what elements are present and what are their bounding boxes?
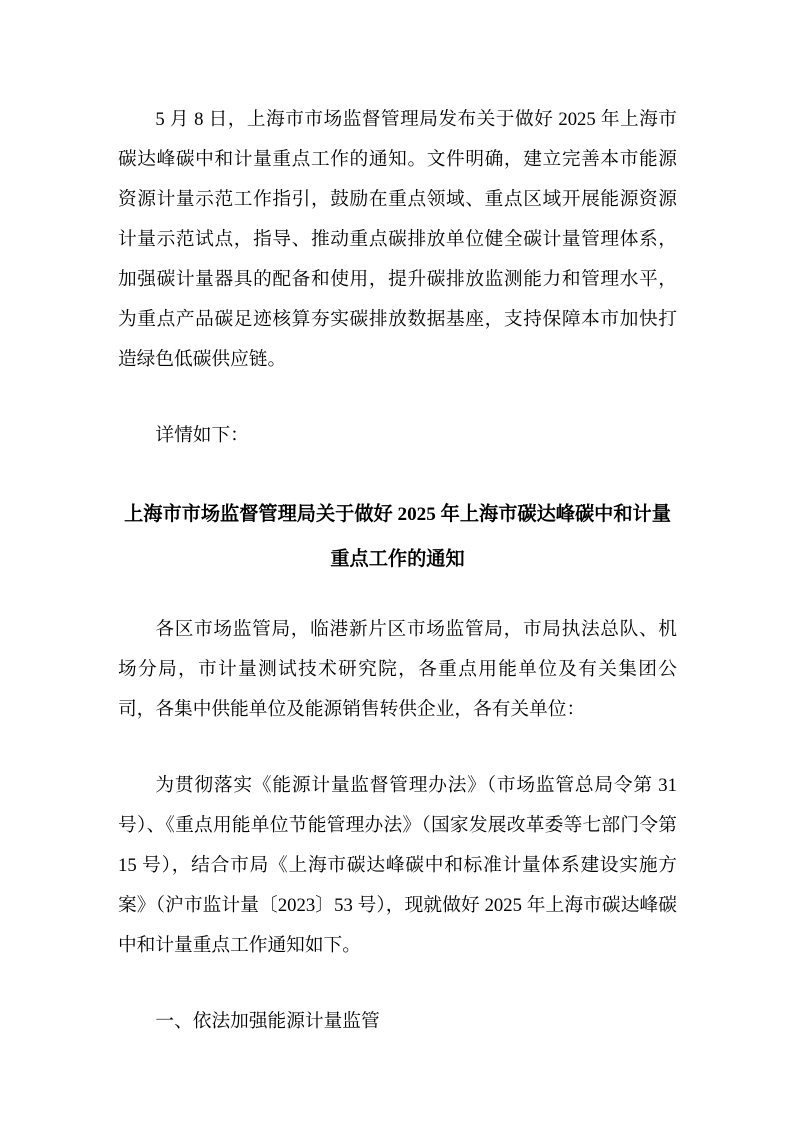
intro-paragraph: 5 月 8 日，上海市市场监督管理局发布关于做好 2025 年上海市碳达峰碳中和计量重点工作的通知。文件明确，建立完善本市能源资源计量示范工作指引，鼓励在重点领域、重点区域开展能源资源计量示范试点，指导、推动重点碳排放单位健全碳计量管理体系，加强碳计量器具的配备和使用，提升碳排放监测能力和管理水平，为重点产品碳足迹核算夯实碳排放数据基座，支持保障本市加快打造绿色低碳供应链。 bbox=[118, 109, 677, 370]
basis-paragraph: 为贯彻落实《能源计量监督管理办法》（市场监管总局令第 31 号）、《重点用能单位节能管理办法》（国家发展改革委等七部门令第 15 号），结合市局《上海市碳达峰碳中和标准计量体系建设实施方案》（沪市监计量〔2023〕53 号），现就做好 2025 年上海市碳达峰碳中和计量重点工作通知如下。 bbox=[118, 775, 677, 956]
section-heading: 一、依法加强能源计量监管 bbox=[155, 1011, 380, 1032]
details-label: 详情如下： bbox=[155, 425, 249, 446]
notice-title: 上海市市场监督管理局关于做好 2025 年上海市碳达峰碳中和计量重点工作的通知 bbox=[124, 504, 671, 570]
recipients-paragraph: 各区市场监管局，临港新片区市场监管局，市局执法总队、机场分局，市计量测试技术研究院，各重点用能单位及有关集团公司，各集中供能单位及能源销售转供企业，各有关单位： bbox=[118, 619, 677, 720]
